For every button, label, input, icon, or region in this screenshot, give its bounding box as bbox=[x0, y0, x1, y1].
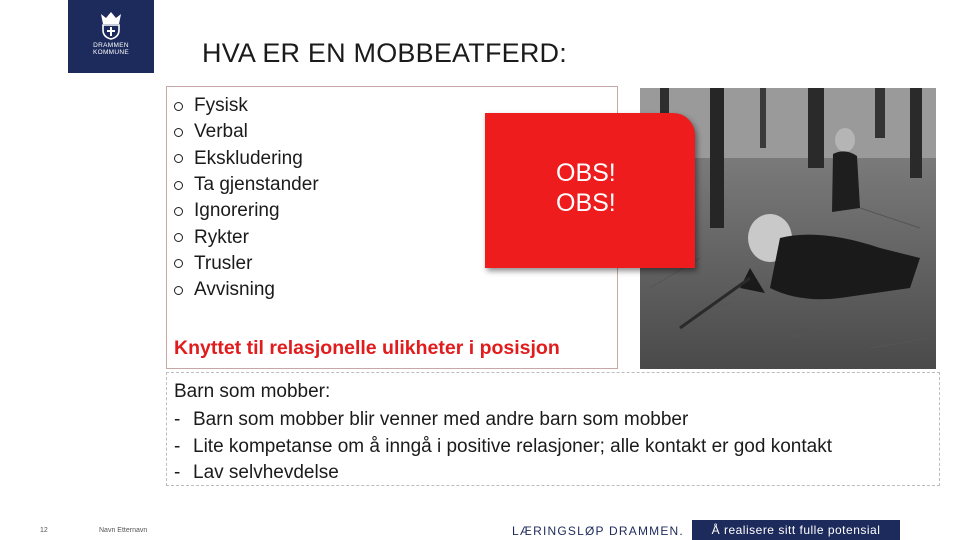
coat-of-arms-icon bbox=[98, 10, 124, 40]
behavior-label: Ignorering bbox=[194, 200, 280, 222]
circle-bullet-icon bbox=[174, 233, 183, 242]
obs-line-1: OBS! bbox=[556, 159, 616, 187]
page-number: 12 bbox=[40, 527, 48, 534]
logo-line-1: DRAMMEN bbox=[93, 42, 129, 49]
circle-bullet-icon bbox=[174, 128, 183, 137]
logo-line-2: KOMMUNE bbox=[92, 49, 130, 56]
list-item bbox=[173, 119, 319, 145]
obs-line-2: OBS! bbox=[556, 189, 616, 217]
dash-bullet: - bbox=[174, 409, 181, 430]
behavior-label: Verbal bbox=[194, 121, 248, 143]
dash-bullet: - bbox=[174, 435, 181, 457]
behavior-label: Avvisning bbox=[194, 279, 275, 301]
obs-text bbox=[556, 158, 616, 218]
bully-trait: Barn som mobber blir venner med andre barn som mobber bbox=[193, 409, 689, 430]
bully-trait: Lav selvhevdelse bbox=[193, 462, 339, 483]
bullies-box bbox=[166, 372, 940, 486]
behavior-label: Trusler bbox=[194, 252, 253, 274]
behavior-label: Ta gjenstander bbox=[194, 174, 319, 196]
circle-bullet-icon bbox=[174, 207, 183, 216]
slogan-left: LÆRINGSLØP DRAMMEN. bbox=[512, 524, 684, 538]
behaviors-list bbox=[173, 93, 319, 303]
list-item bbox=[173, 224, 319, 250]
list-item bbox=[173, 146, 319, 172]
bully-trait: Lite kompetanse om å inngå i positive relasjoner; alle kontakt er god kontakt bbox=[193, 435, 832, 457]
dash-bullet: - bbox=[174, 462, 181, 483]
circle-bullet-icon bbox=[174, 181, 183, 190]
slide-title: HVA ER EN MOBBEATFERD: bbox=[202, 38, 567, 68]
circle-bullet-icon bbox=[174, 259, 183, 268]
list-item bbox=[173, 277, 319, 303]
list-item bbox=[173, 172, 319, 198]
circle-bullet-icon bbox=[174, 102, 183, 111]
slogan-right: Å realisere sitt fulle potensial bbox=[692, 520, 900, 540]
list-item bbox=[174, 409, 832, 436]
behavior-label: Fysisk bbox=[194, 95, 248, 117]
list-item bbox=[174, 436, 832, 463]
circle-bullet-icon bbox=[174, 154, 183, 163]
behavior-label: Ekskludering bbox=[194, 147, 303, 169]
obs-warning-box bbox=[485, 113, 695, 268]
list-item bbox=[174, 462, 832, 486]
bullies-list bbox=[174, 409, 832, 486]
author-name: Navn Etternavn bbox=[99, 527, 148, 534]
relation-note: Knyttet til relasjonelle ulikheter i posisjon bbox=[174, 337, 560, 359]
drammen-logo bbox=[68, 0, 154, 73]
list-item bbox=[173, 198, 319, 224]
behavior-label: Rykter bbox=[194, 226, 249, 248]
bullies-heading: Barn som mobber: bbox=[174, 381, 331, 402]
list-item bbox=[173, 93, 319, 119]
list-item bbox=[173, 251, 319, 277]
circle-bullet-icon bbox=[174, 286, 183, 295]
